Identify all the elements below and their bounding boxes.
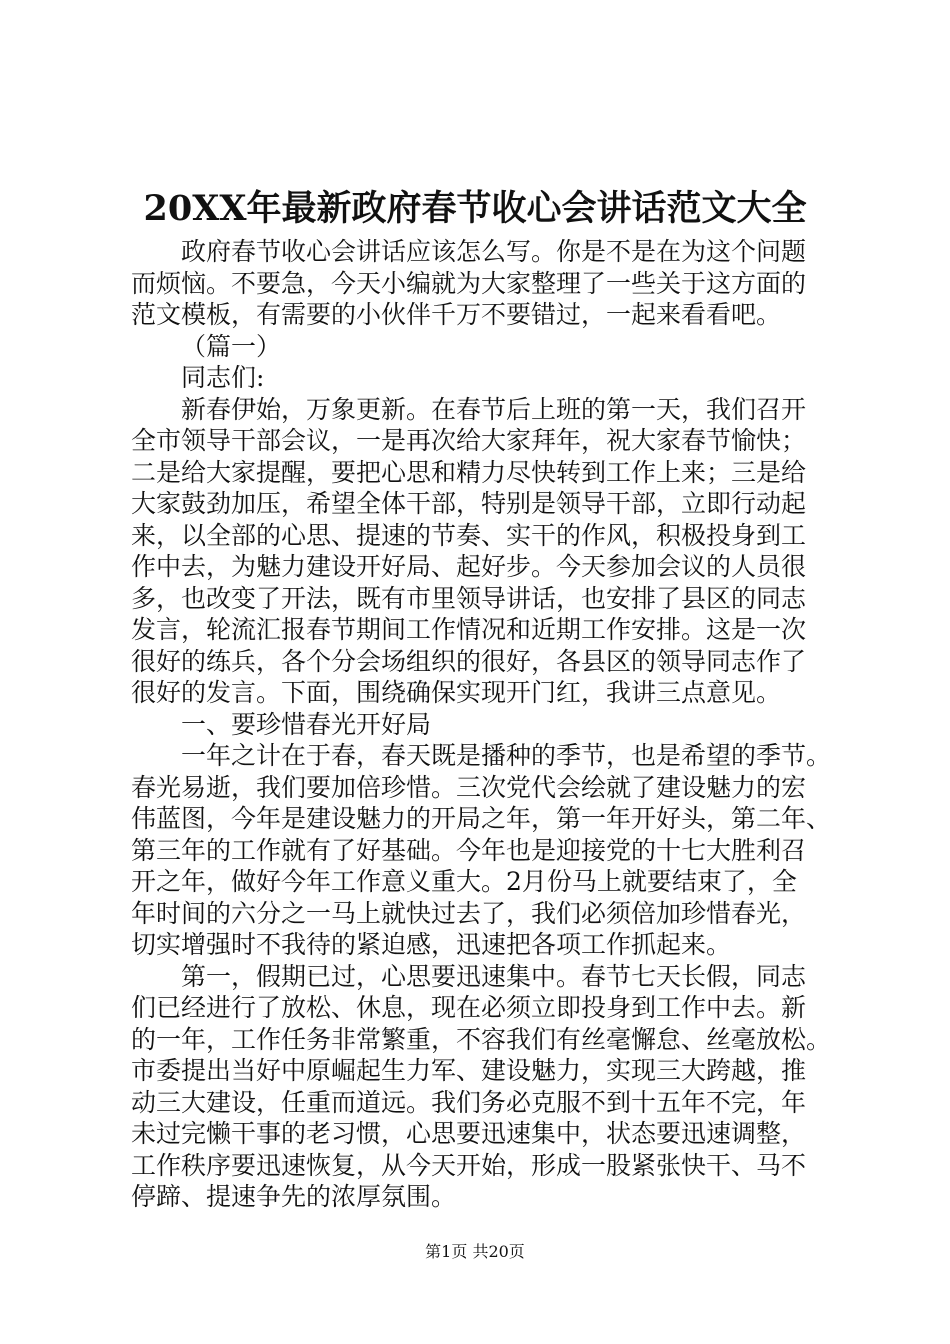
page-footer: 第1页 共20页 bbox=[425, 1242, 525, 1261]
text-line: 二是给大家提醒，要把心思和精力尽快转到工作上来；三是给 bbox=[131, 457, 807, 487]
text-line: 停蹄、提速争先的浓厚氛围。 bbox=[131, 1182, 457, 1211]
text-line: 们已经进行了放松、休息，现在必须立即投身到工作中去。新 bbox=[131, 993, 807, 1022]
text-line: 一年之计在于春，春天既是播种的季节，也是希望的季节。 bbox=[181, 741, 831, 770]
text-line: 的一年，工作任务非常繁重，不容我们有丝毫懈怠、丝毫放松。 bbox=[131, 1024, 831, 1054]
text-line: 很好的练兵，各个分会场组织的很好，各县区的领导同志作了 bbox=[131, 646, 807, 676]
text-line: 开之年，做好今年工作意义重大。2月份马上就要结束了，全 bbox=[131, 867, 797, 896]
text-line: 一、要珍惜春光开好局 bbox=[181, 709, 432, 739]
text-line: 来，以全部的心思、提速的节奏、实干的作风，积极投身到工 bbox=[131, 520, 807, 550]
text-line: 切实增强时不我待的紧迫感，迅速把各项工作抓起来。 bbox=[131, 930, 732, 959]
text-line: 而烦恼。不要急，今天小编就为大家整理了一些关于这方面的 bbox=[131, 268, 807, 298]
text-line: 第一，假期已过，心思要迅速集中。春节七天长假，同志 bbox=[181, 961, 807, 991]
text-line: 多，也改变了开法，既有市里领导讲话，也安排了县区的同志 bbox=[131, 583, 807, 613]
text-line: 第三年的工作就有了好基础。今年也是迎接党的十七大胜利召 bbox=[131, 835, 807, 865]
text-line: （篇一） bbox=[181, 331, 282, 361]
text-line: 工作秩序要迅速恢复，从今天开始，形成一股紧张快干、马不 bbox=[131, 1150, 807, 1180]
text-line: 政府春节收心会讲话应该怎么写。你是不是在为这个问题 bbox=[181, 237, 807, 266]
text-line: 范文模板，有需要的小伙伴千万不要错过，一起来看看吧。 bbox=[131, 300, 782, 329]
text-line: 年时间的六分之一马上就快过去了，我们必须倍加珍惜春光， bbox=[131, 898, 807, 928]
text-line: 动三大建设，任重而道远。我们务必克服不到十五年不完，年 bbox=[131, 1087, 807, 1117]
text-line: 很好的发言。下面，围绕确保实现开门红，我讲三点意见。 bbox=[131, 678, 782, 707]
text-line: 作中去，为魅力建设开好局、起好步。今天参加会议的人员很 bbox=[131, 552, 807, 581]
document-title: 20XX年最新政府春节收心会讲话范文大全 bbox=[143, 188, 807, 229]
document-body bbox=[131, 236, 831, 1213]
text-line: 发言，轮流汇报春节期间工作情况和近期工作安排。这是一次 bbox=[131, 615, 807, 644]
text-line: 大家鼓劲加压，希望全体干部，特别是领导干部，立即行动起 bbox=[131, 489, 807, 518]
text-line: 未过完懒干事的老习惯，心思要迅速集中，状态要迅速调整， bbox=[131, 1119, 807, 1148]
text-line: 伟蓝图，今年是建设魅力的开局之年，第一年开好头，第二年、 bbox=[131, 804, 831, 833]
text-line: 市委提出当好中原崛起生力军、建设魅力，实现三大跨越，推 bbox=[131, 1056, 807, 1085]
text-line: 全市领导干部会议，一是再次给大家拜年，祝大家春节愉快； bbox=[131, 426, 807, 455]
text-line: 新春伊始，万象更新。在春节后上班的第一天，我们召开 bbox=[181, 394, 807, 424]
text-line: 春光易逝，我们要加倍珍惜。三次党代会绘就了建设魅力的宏 bbox=[131, 772, 807, 802]
text-line: 同志们: bbox=[181, 363, 265, 392]
